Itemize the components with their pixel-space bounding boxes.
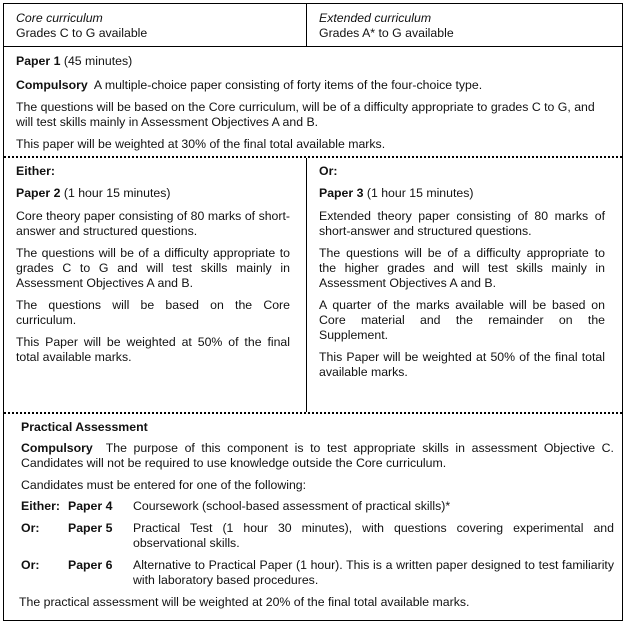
practical-title: Practical Assessment	[21, 420, 148, 434]
paper3-duration: (1 hour 15 minutes)	[366, 186, 474, 200]
paper3-difficulty: The questions will be of a difficulty appropriate to the higher grades and will test skills mainly in Assessment Objectives A and B.	[319, 246, 605, 290]
paper3-weight: This Paper will be weighted at 50% of the final total available marks.	[319, 350, 605, 379]
option-paper: Paper 5	[68, 521, 113, 535]
paper3-title: Paper 3	[319, 186, 364, 200]
option-text: Alternative to Practical Paper (1 hour). This is a written paper designed to test familiarity with laboratory based procedures.	[133, 558, 614, 587]
extended-grades: Grades A* to G available	[319, 26, 454, 40]
practical-compulsory: Compulsory	[21, 441, 93, 455]
paper2-difficulty: The questions will be of a difficulty appropriate to grades C to G and will test skills mainly in Assessment Objectives A and B.	[16, 246, 290, 290]
option-text: Coursework (school-based assessment of practical skills)*	[133, 499, 451, 513]
practical-compulsory-line	[21, 441, 614, 471]
option-label: Either:	[21, 499, 60, 513]
option-text: Practical Test (1 hour 30 minutes), with questions covering experimental and observational skills.	[133, 521, 614, 550]
paper1-section	[4, 46, 622, 158]
practical-desc: The purpose of this component is to test appropriate skills in assessment Objective C. Candidates will not be required to use knowledge outside the Core curriculum.	[21, 441, 614, 470]
option-paper6	[21, 558, 614, 588]
or-label: Or:	[319, 164, 338, 178]
option-paper: Paper 4	[68, 499, 113, 513]
paper3-desc: Extended theory paper consisting of 80 marks of short-answer and structured questions.	[319, 209, 605, 238]
paper2-heading	[16, 186, 290, 201]
paper2-title: Paper 2	[16, 186, 61, 200]
table-header	[4, 4, 622, 47]
paper1-title: Paper 1	[16, 54, 61, 68]
extended-title: Extended curriculum	[319, 11, 432, 25]
core-grades: Grades C to G available	[16, 26, 148, 40]
practical-weight: The practical assessment will be weighted at 20% of the final total available marks.	[19, 595, 470, 609]
paper1-duration: (45 minutes)	[63, 54, 133, 68]
option-label: Or:	[21, 521, 40, 535]
extended-header	[319, 11, 454, 41]
or-column	[319, 164, 605, 380]
paper1-compulsory: Compulsory	[16, 78, 88, 92]
option-label: Or:	[21, 558, 40, 572]
practical-section	[4, 414, 622, 620]
paper1-compulsory-line	[16, 78, 608, 93]
either-column	[16, 164, 290, 365]
paper2-weight: This Paper will be weighted at 50% of the final total available marks.	[16, 335, 290, 364]
paper1-heading	[16, 54, 608, 69]
option-paper: Paper 6	[68, 558, 113, 572]
option-paper4	[21, 499, 614, 514]
header-divider	[306, 4, 307, 46]
paper1-weight: This paper will be weighted at 30% of the final total available marks.	[16, 137, 386, 151]
paper2-based: The questions will be based on the Core curriculum.	[16, 298, 290, 327]
option-paper5	[21, 521, 614, 551]
paper1-questions: The questions will be based on the Core curriculum, will be of a difficulty appropriate to grades C to G, and will test skills mainly in Assessment Objectives A and B.	[16, 100, 595, 129]
either-label: Either:	[16, 164, 55, 178]
paper3-quarter: A quarter of the marks available will be based on Core material and the remainder on the Supplement.	[319, 298, 605, 342]
curriculum-table	[3, 3, 623, 621]
core-header	[16, 11, 147, 41]
core-title: Core curriculum	[16, 11, 103, 25]
paper1-desc: A multiple-choice paper consisting of forty items of the four-choice type.	[93, 78, 483, 92]
paper2-desc: Core theory paper consisting of 80 marks of short-answer and structured questions.	[16, 209, 290, 238]
paper3-heading	[319, 186, 605, 201]
theory-divider	[306, 158, 307, 412]
practical-entered: Candidates must be entered for one of the following:	[21, 478, 307, 492]
paper2-duration: (1 hour 15 minutes)	[63, 186, 171, 200]
theory-section	[4, 158, 622, 414]
